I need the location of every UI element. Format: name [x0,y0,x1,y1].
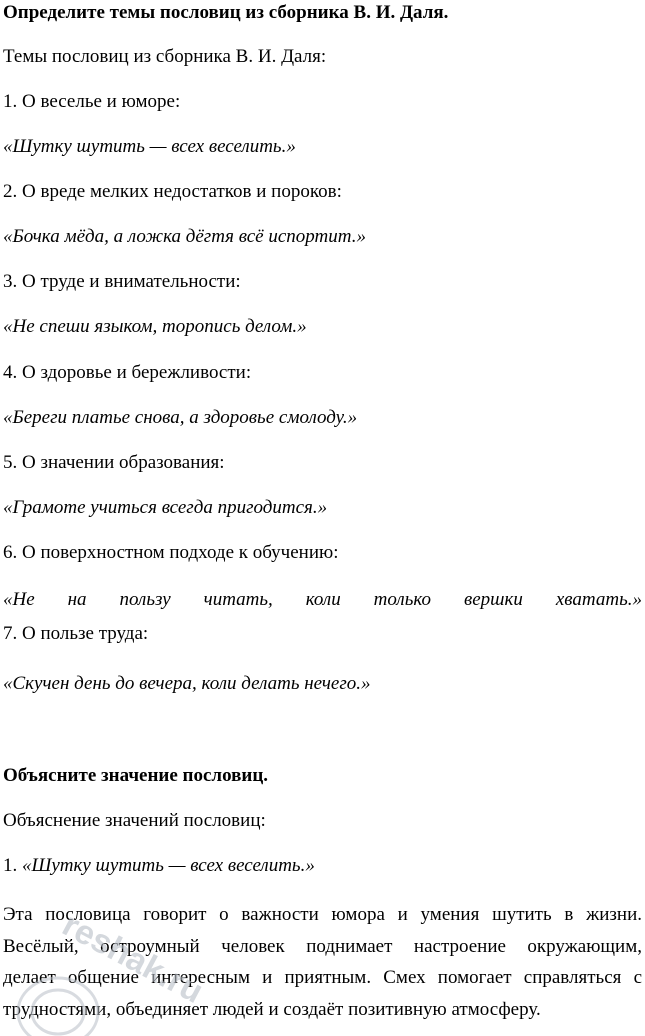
explanation-1-number: 1. [3,855,18,876]
heading-topics: Определите темы пословиц из сборника В. И. Даля. [3,2,449,23]
intro-topics: Темы пословиц из сборника В. И. Даля: [3,46,327,67]
explanation-1-text [3,899,642,1025]
explanation-1-line: Весёлый, остроумный человек поднимает настроение окружающим, [3,935,642,957]
proverb-3: «Не спеши языком, торопись делом.» [3,316,307,337]
proverb-1: «Шутку шутить — всех веселить.» [3,136,296,157]
explanation-1-line: делает общение интересным и приятным. Смех помогает справляться с [3,967,642,988]
topic-7: 7. О пользе труда: [3,623,149,644]
topic-3: 3. О труде и внимательности: [3,271,241,292]
topic-1: 1. О веселье и юморе: [3,91,181,112]
explanation-1-title [3,855,315,877]
intro-meanings: Объяснение значений пословиц: [3,810,266,831]
topic-6: 6. О поверхностном подходе к обучению: [3,542,339,563]
heading-meanings: Объясните значение пословиц. [3,765,269,786]
proverb-7: «Скучен день до вечера, коли делать нечего.» [3,673,371,694]
topic-2: 2. О вреде мелких недостатков и пороков: [3,181,342,202]
proverb-4: «Береги платье снова, а здоровье смолоду.» [3,407,358,428]
explanation-1-line: трудностями, объединяет людей и создаёт позитивную атмосферу. [3,998,541,1020]
explanation-1-proverb: «Шутку шутить — всех веселить.» [22,855,315,876]
topic-4: 4. О здоровье и бережливости: [3,362,252,383]
topic-5: 5. О значении образования: [3,452,225,473]
explanation-1-line: Эта пословица говорит о важности юмора и умения шутить в жизни. [3,904,642,925]
proverb-5: «Грамоте учиться всегда пригодится.» [3,497,328,518]
watermark-text: reshak.ru [56,905,210,1011]
proverb-6: «Не на пользу читать, коли только вершки хватать.» [3,589,642,610]
proverb-2: «Бочка мёда, а ложка дёгтя всё испортит.» [3,226,366,247]
